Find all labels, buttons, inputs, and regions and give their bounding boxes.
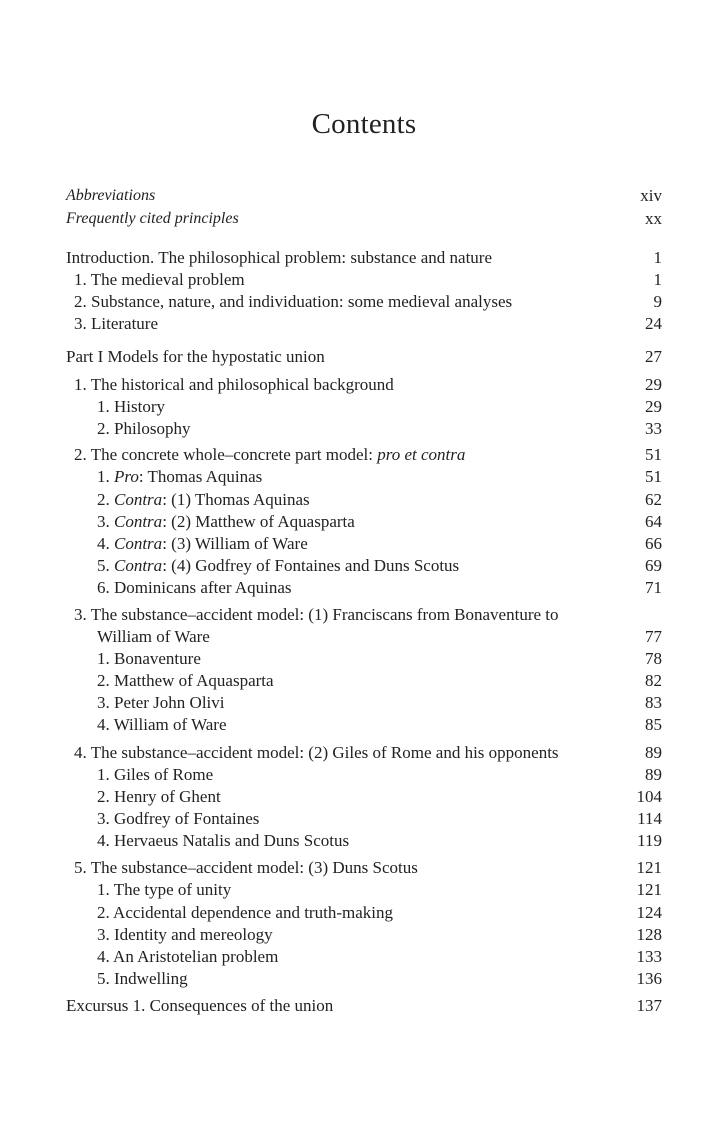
toc-page-number: 64 <box>645 512 662 531</box>
toc-page-number: 9 <box>653 292 662 311</box>
toc-entry-text: 3. The substance–accident model: (1) Franciscans from Bonaventure to <box>74 605 559 624</box>
toc-entry-text-roman: : (2) Matthew of Aquasparta <box>162 512 355 531</box>
toc-entry-prefix: 5. <box>97 556 114 575</box>
toc-entry-text <box>97 467 262 487</box>
toc-entry-text: Part I Models for the hypostatic union <box>66 347 325 366</box>
toc-page-number: 33 <box>645 419 662 438</box>
toc-page-number: 82 <box>645 671 662 690</box>
toc-page-number: 71 <box>645 578 662 597</box>
toc-entry-text: 1. The type of unity <box>97 880 232 899</box>
toc-entry-text: 3. Peter John Olivi <box>97 693 225 712</box>
toc-entry-text-roman: : Thomas Aquinas <box>138 467 263 486</box>
toc-page-number: 77 <box>645 627 662 646</box>
toc-entry-text: 3. Identity and mereology <box>97 925 273 944</box>
toc-page-number: 89 <box>645 743 662 762</box>
toc-entry-text: Abbreviations <box>66 187 156 204</box>
toc-entry-text: 2. Substance, nature, and individuation: some medieval analyses <box>74 292 513 311</box>
toc-entry-text: 4. Hervaeus Natalis and Duns Scotus <box>97 831 350 850</box>
toc-entry-text: 1. Giles of Rome <box>97 765 214 784</box>
toc-page-number: xiv <box>640 186 662 205</box>
toc-page-number: 29 <box>645 397 662 416</box>
toc-entry-prefix: 3. <box>97 512 114 531</box>
toc-entry-text: 2. Philosophy <box>97 419 191 438</box>
page-title: Contents <box>311 108 417 140</box>
toc-page-number: xx <box>645 209 662 228</box>
toc-page-number: 1 <box>653 270 662 289</box>
toc-entry-text-roman: : (3) William of Ware <box>162 534 308 553</box>
toc-entry-text <box>97 490 310 510</box>
toc-entry-text-roman: : (1) Thomas Aquinas <box>162 490 310 509</box>
toc-entry-text <box>97 556 459 576</box>
toc-page-number: 24 <box>645 314 662 333</box>
toc-entry-text: 4. The substance–accident model: (2) Giles of Rome and his opponents <box>74 743 559 762</box>
toc-entry-text-roman: 2. The concrete whole–concrete part model: <box>74 445 378 464</box>
toc-entry-text: 6. Dominicans after Aquinas <box>97 578 292 597</box>
toc-entry-text <box>97 534 308 554</box>
toc-page-number: 78 <box>645 649 662 668</box>
toc-entry-text: 3. Literature <box>74 314 159 333</box>
toc-entry-text-italic: Pro <box>114 467 139 486</box>
toc-entry-text: 2. Henry of Ghent <box>97 787 221 806</box>
toc-entry-prefix: 2. <box>97 490 114 509</box>
toc-page-number: 121 <box>636 858 662 877</box>
toc-entry-text-italic: Contra <box>114 534 163 553</box>
toc-page-number: 29 <box>645 375 662 394</box>
toc-page-number: 51 <box>645 467 662 486</box>
toc-page-number: 66 <box>645 534 662 553</box>
toc-entry-text: Frequently cited principles <box>66 210 239 227</box>
toc-entry-text: 5. Indwelling <box>97 969 188 988</box>
toc-entry-text: William of Ware <box>97 627 210 646</box>
toc-entry-text: 1. The medieval problem <box>74 270 245 289</box>
toc-page-number: 104 <box>636 787 662 806</box>
toc-entry-text: 2. Accidental dependence and truth-making <box>97 903 393 922</box>
toc-entry-text-italic: pro et contra <box>377 445 466 464</box>
toc-entry-text: 1. History <box>97 397 165 416</box>
toc-entry-text: 2. Matthew of Aquasparta <box>97 671 274 690</box>
toc-page-number: 83 <box>645 693 662 712</box>
toc-entry-prefix: 1. <box>97 467 114 486</box>
toc-page-number: 124 <box>636 903 662 922</box>
toc-page-number: 1 <box>653 248 662 267</box>
toc-page-number: 121 <box>636 880 662 899</box>
toc-page-number: 69 <box>645 556 662 575</box>
toc-page-number: 136 <box>636 969 662 988</box>
toc-entry-prefix: 4. <box>97 534 114 553</box>
toc-entry-text: Excursus 1. Consequences of the union <box>66 996 334 1015</box>
toc-page-number: 128 <box>636 925 662 944</box>
toc-entry-text: 5. The substance–accident model: (3) Duns Scotus <box>74 858 418 877</box>
toc-page-number: 133 <box>636 947 662 966</box>
toc-entry-text: 1. Bonaventure <box>97 649 201 668</box>
toc-page-number: 114 <box>637 809 662 828</box>
toc-page-number: 137 <box>636 996 662 1015</box>
toc-page-number: 119 <box>637 831 662 850</box>
toc-entry-text: Introduction. The philosophical problem: substance and nature <box>66 248 492 267</box>
toc-page-number: 62 <box>645 490 662 509</box>
toc-entry-text: 4. An Aristotelian problem <box>97 947 279 966</box>
toc-entry-text-italic: Contra <box>114 490 163 509</box>
toc-entry-text-italic: Contra <box>114 556 163 575</box>
toc-entry-text: 4. William of Ware <box>97 715 227 734</box>
toc-page-number: 89 <box>645 765 662 784</box>
toc-entry-text-roman: : (4) Godfrey of Fontaines and Duns Scotus <box>162 556 460 575</box>
toc-page-number: 85 <box>645 715 662 734</box>
toc-entry-text <box>97 512 355 532</box>
toc-page-number: 27 <box>645 347 662 366</box>
toc-entry-text <box>74 445 465 465</box>
toc-entry-text: 3. Godfrey of Fontaines <box>97 809 260 828</box>
toc-page-number: 51 <box>645 445 662 464</box>
toc-entry-text-italic: Contra <box>114 512 163 531</box>
toc-entry-text: 1. The historical and philosophical background <box>74 375 394 394</box>
